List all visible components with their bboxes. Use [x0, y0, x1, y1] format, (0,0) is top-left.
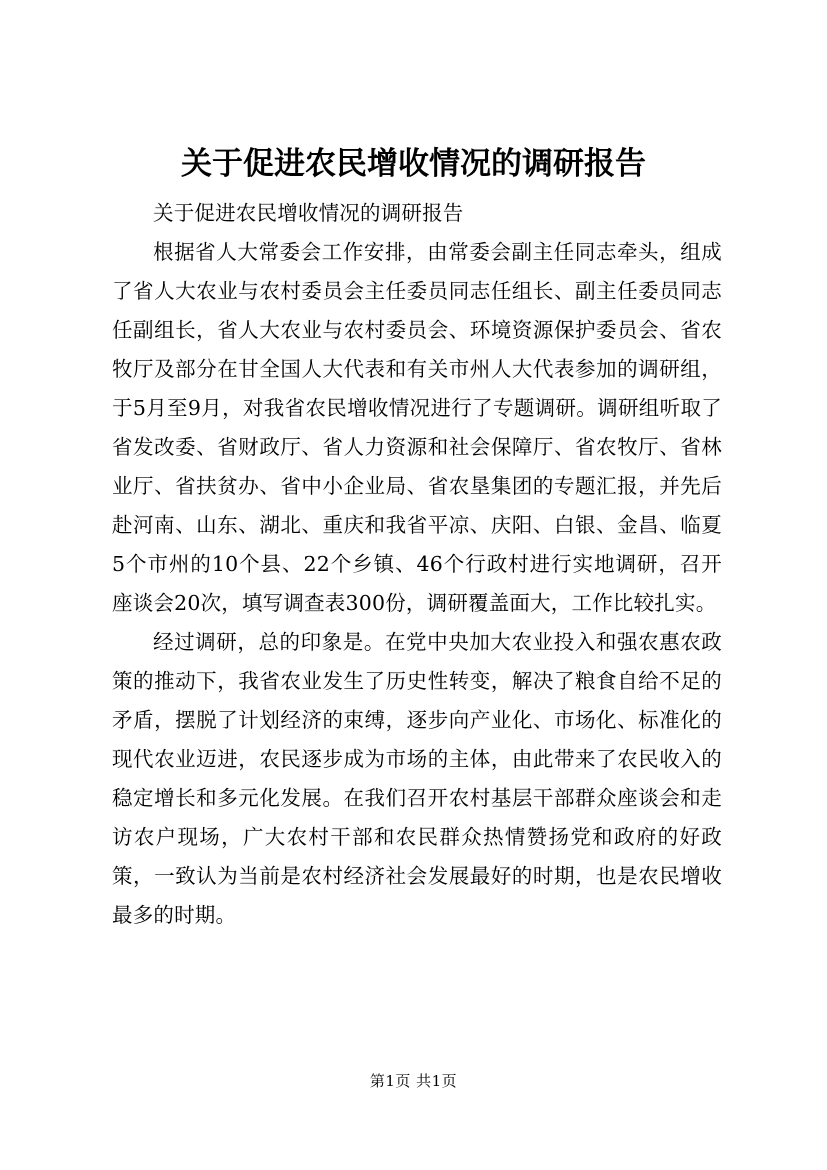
document-title: 关于促进农民增收情况的调研报告 — [181, 146, 646, 182]
paragraph-survey-overview: 根据省人大常委会工作安排，由常委会副主任同志牵头，组成了省人大农业与农村委员会主任委员同志任组长、副主任委员同志任副组长，省人大农业与农村委员会、环境资源保护委员会、省农牧厅及部分在甘全国人大代表和有关市州人大代表参加的调研组，于5月至9月，对我省农民增收情况进行了专题调研。调研组听取了省发改委、省财政厅、省人力资源和社会保障厅、省农牧厅、省林业厅、省扶贫办、省中小企业局、省农垦集团的专题汇报，并先后赴河南、山东、湖北、重庆和我省平凉、庆阳、白银、金昌、临夏5个市州的10个县、22个乡镇、46个行政村进行实地调研，召开座谈会20次，填写调查表300份，调研覆盖面大，工作比较扎实。 — [112, 240, 722, 615]
document-body — [112, 194, 722, 935]
page-number-footer: 第1页 共1页 — [369, 1072, 458, 1090]
paragraph-overall-impression: 经过调研，总的印象是。在党中央加大农业投入和强农惠农政策的推动下，我省农业发生了历史性转变，解决了粮食自给不足的矛盾，摆脱了计划经济的束缚，逐步向产业化、市场化、标准化的现代农业迈进，农民逐步成为市场的主体，由此带来了农民收入的稳定增长和多元化发展。在我们召开农村基层干部群众座谈会和走访农户现场，广大农村干部和农民群众热情赞扬党和政府的好政策，一致认为当前是农村经济社会发展最好的时期，也是农民增收最多的时期。 — [112, 630, 722, 927]
paragraph-subtitle: 关于促进农民增收情况的调研报告 — [153, 201, 464, 225]
